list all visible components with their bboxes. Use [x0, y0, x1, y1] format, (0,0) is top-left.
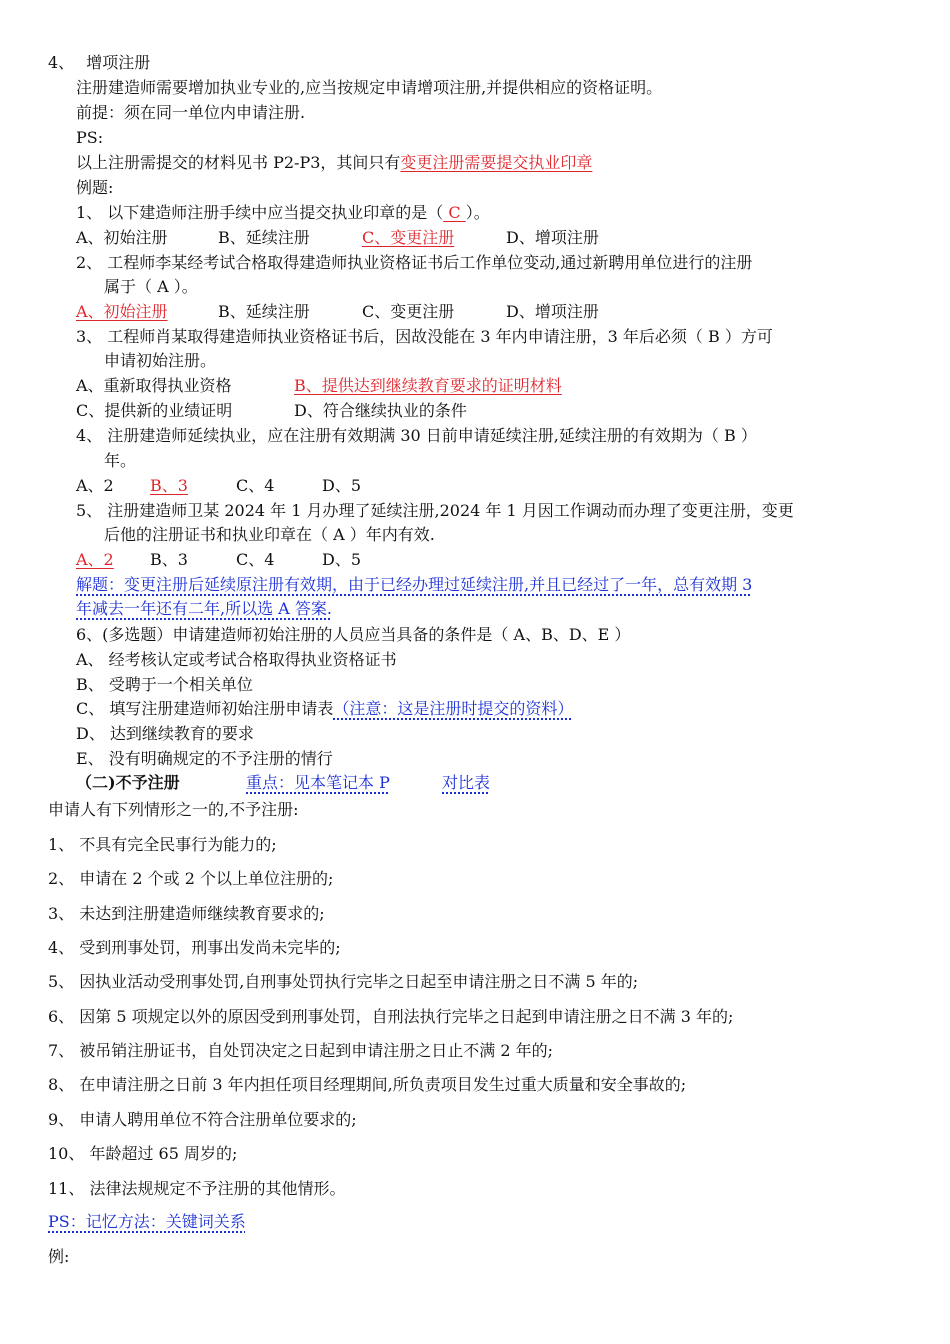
q6-option-b: B、 受聘于一个相关单位: [76, 675, 253, 694]
q3-option-d: D、符合继续执业的条件: [294, 401, 467, 420]
intro-materials: [76, 152, 592, 174]
materials-prefix: 以上注册需提交的材料见书 P2-P3，其间只有: [76, 153, 401, 172]
q2-option-a: A、初始注册: [76, 302, 168, 321]
q4-option-a: A、2: [76, 476, 114, 495]
list-item: 7、 被吊销注册证书，自处罚决定之日起到申请注册之日止不满 2 年的;: [48, 1041, 554, 1060]
materials-highlight: 变更注册需要提交执业印章: [400, 153, 593, 172]
q3-option-a: A、重新取得执业资格: [76, 376, 232, 395]
list-item: 8、 在申请注册之日前 3 年内担任项目经理期间,所负责项目发生过重大质量和安全事故的;: [48, 1075, 687, 1094]
q5-line2: 后他的注册证书和执业印章在（ A ）年内有效.: [104, 525, 435, 544]
q2-option-b: B、延续注册: [218, 302, 310, 321]
intro-description: 注册建造师需要增加执业专业的,应当按规定申请增项注册,并提供相应的资格证明。: [76, 78, 663, 97]
list-item: 9、 申请人聘用单位不符合注册单位要求的;: [48, 1110, 357, 1129]
q1-prefix: 1、 以下建造师注册手续中应当提交执业印章的是（: [76, 203, 444, 222]
example-label: 例题:: [76, 178, 114, 197]
q1-option-c: C、变更注册: [362, 228, 455, 247]
intro-premise: 前提：须在同一单位内申请注册.: [76, 103, 306, 122]
footer-ps-memory: PS：记忆方法：关键词关系: [48, 1212, 246, 1231]
list-item: 10、 年龄超过 65 周岁的;: [48, 1144, 238, 1163]
q4-line1: 4、 注册建造师延续执业，应在注册有效期满 30 日前申请延续注册,延续注册的有效期为（ B ）: [76, 426, 757, 445]
q1-option-d: D、增项注册: [506, 228, 599, 247]
q6-option-c: C、 填写注册建造师初始注册申请表: [76, 699, 334, 718]
section2-note-table: 对比表: [442, 773, 491, 792]
q1-answer: C: [443, 203, 466, 222]
q2-option-c: C、变更注册: [362, 302, 455, 321]
q3-line2: 申请初始注册。: [104, 351, 217, 370]
q6-option-e: E、 没有明确规定的不予注册的情行: [76, 749, 333, 768]
section-title: 增项注册: [86, 53, 151, 72]
section-heading: [48, 52, 150, 74]
list-item: 6、 因第 5 项规定以外的原因受到刑事处罚，自刑法执行完毕之日起到申请注册之日不满 3 年的;: [48, 1007, 734, 1026]
section-number: 4、: [48, 53, 75, 72]
q4-option-c: C、4: [236, 476, 275, 495]
section2-note-key: 重点：见本笔记本 P: [246, 773, 390, 792]
question-1: [76, 202, 490, 224]
q5-option-c: C、4: [236, 550, 275, 569]
q6-option-c-row: [76, 698, 573, 720]
list-item: 4、 受到刑事处罚，刑事出发尚未完毕的;: [48, 938, 341, 957]
q6-option-d: D、 达到继续教育的要求: [76, 724, 254, 743]
list-item: 2、 申请在 2 个或 2 个以上单位注册的;: [48, 869, 334, 888]
q3-line1: 3、 工程师肖某取得建造师执业资格证书后，因故没能在 3 年内申请注册，3 年后必须（ B ）方可: [76, 327, 773, 346]
q2-option-d: D、增项注册: [506, 302, 599, 321]
list-item: 3、 未达到注册建造师继续教育要求的;: [48, 904, 325, 923]
q6-note-c: （注意：这是注册时提交的资料）: [333, 699, 574, 718]
q4-option-d: D、5: [322, 476, 362, 495]
q2-line2: 属于（ A ）。: [104, 277, 198, 296]
intro-ps: PS:: [76, 128, 104, 147]
q5-option-b: B、3: [150, 550, 188, 569]
section2-intro: 申请人有下列情形之一的,不予注册:: [48, 800, 299, 819]
q2-line1: 2、 工程师李某经考试合格取得建造师执业资格证书后工作单位变动,通过新聘用单位进行的注册: [76, 253, 753, 272]
q6-title: 6、(多选题）申请建造师初始注册的人员应当具备的条件是（ A、B、D、E ）: [76, 625, 631, 644]
list-item: 5、 因执业活动受刑事处罚,自刑事处罚执行完毕之日起至申请注册之日不满 5 年的;: [48, 972, 639, 991]
q4-option-b: B、3: [150, 476, 188, 495]
q4-line2: 年。: [104, 451, 137, 470]
q3-option-b: B、提供达到继续教育要求的证明材料: [294, 376, 562, 395]
q5-option-d: D、5: [322, 550, 362, 569]
q5-option-a: A、2: [76, 550, 114, 569]
q1-option-a: A、初始注册: [76, 228, 168, 247]
q1-option-b: B、延续注册: [218, 228, 310, 247]
q3-option-c: C、提供新的业绩证明: [76, 401, 233, 420]
footer-example: 例:: [48, 1247, 70, 1266]
list-item: 11、 法律法规规定不予注册的其他情形。: [48, 1179, 346, 1198]
q5-line1: 5、 注册建造师卫某 2024 年 1 月办理了延续注册,2024 年 1 月因工作调动而办理了变更注册，变更: [76, 501, 794, 520]
q5-explanation-line2: 年减去一年还有二年,所以选 A 答案.: [76, 599, 332, 618]
section2-title: （二)不予注册: [76, 773, 180, 792]
q5-explanation-line1: 解题：变更注册后延续原注册有效期，由于已经办理过延续注册,并且已经过了一年，总有效期 3: [76, 575, 753, 594]
q6-option-a: A、 经考核认定或考试合格取得执业资格证书: [76, 650, 397, 669]
q1-suffix: ）。: [465, 203, 490, 222]
list-item: 1、 不具有完全民事行为能力的;: [48, 835, 277, 854]
